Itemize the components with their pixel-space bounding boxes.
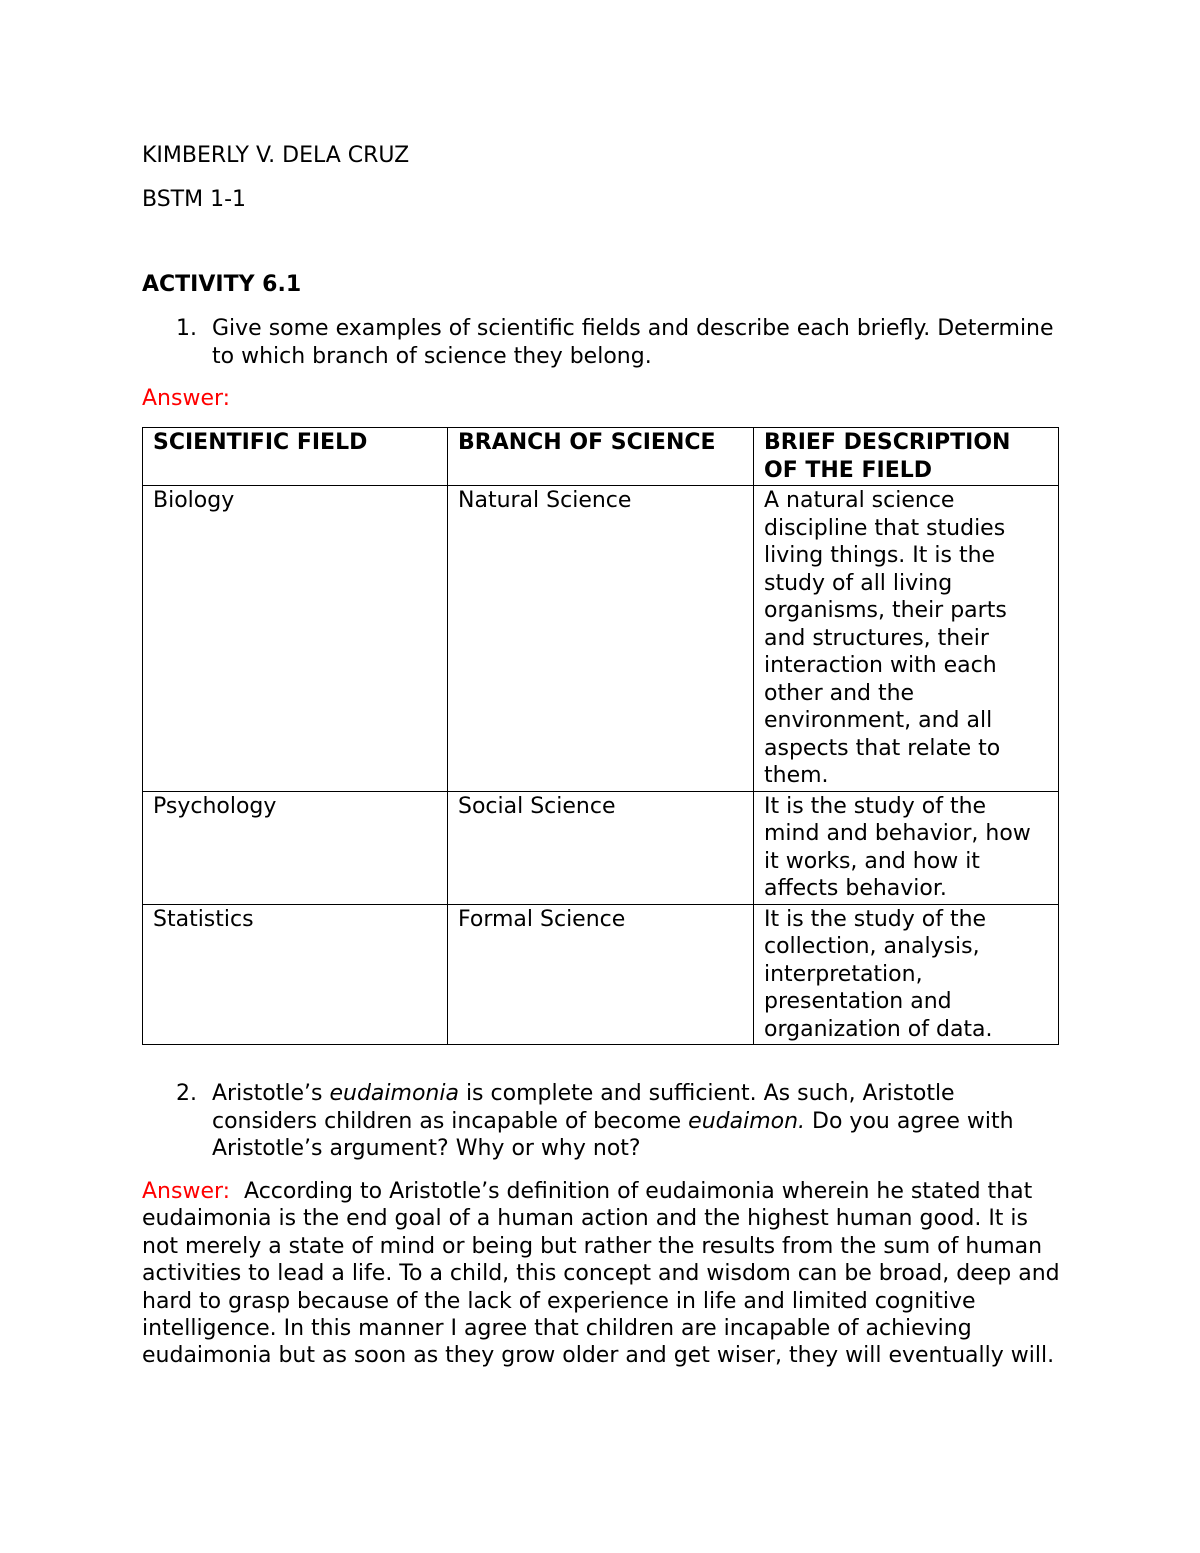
branch-cell: Formal Science <box>448 904 754 1045</box>
science-fields-table <box>142 427 1059 1045</box>
field-cell: Statistics <box>143 904 448 1045</box>
table-row <box>143 486 1059 792</box>
question-2-italic-eudaimonia: eudaimonia <box>329 1081 459 1106</box>
question-1-number: 1. <box>176 316 197 341</box>
description-cell: A natural science discipline that studies living things. It is the study of all living organisms, their parts and structures, their interaction with each other and the environment, and all aspects that relate to them. <box>754 486 1059 792</box>
branch-cell: Social Science <box>448 791 754 904</box>
header-brief-description: BRIEF DESCRIPTION OF THE FIELD <box>754 428 1059 486</box>
question-2-text <box>212 1080 1062 1163</box>
question-2-number: 2. <box>176 1081 197 1106</box>
student-name: KIMBERLY V. DELA CRUZ <box>142 143 410 168</box>
answer-2 <box>142 1178 1067 1370</box>
description-cell: It is the study of the collection, analysis, interpretation, presentation and organization of data. <box>754 904 1059 1045</box>
table-header-row <box>143 428 1059 486</box>
question-2-text-part1: Aristotle’s <box>212 1081 330 1106</box>
question-1-text: Give some examples of scientific fields and describe each briefly. Determine to which branch of science they belong. <box>212 316 1054 369</box>
question-2-italic-eudaimon: eudaimon. <box>688 1108 806 1134</box>
answer-2-label: Answer: <box>142 1179 231 1204</box>
description-cell: It is the study of the mind and behavior, how it works, and how it affects behavior. <box>754 791 1059 904</box>
field-cell: Psychology <box>143 791 448 904</box>
header-branch-of-science: BRANCH OF SCIENCE <box>448 428 754 486</box>
answer-2-text: According to Aristotle’s definition of eudaimonia wherein he stated that eudaimonia is the end goal of a human action and the highest human good. It is not merely a state of mind or being but rather the results from the sum of human activities to lead a life. To a child, this concept and wisdom can be broad, deep and hard to grasp because of the lack of experience in life and limited cognitive intelligence. In this manner I agree that children are incapable of achieving eudaimonia but as soon as they grow older and get wiser, they will eventually will. <box>142 1179 1067 1369</box>
activity-title: ACTIVITY 6.1 <box>142 272 302 297</box>
question-2-text-part2: is complete and sufficient. As such, Aristotle considers children as incapable of become <box>212 1081 955 1134</box>
header-scientific-field: SCIENTIFIC FIELD <box>143 428 448 486</box>
table-row <box>143 791 1059 904</box>
question-1 <box>142 315 1062 370</box>
answer-1-label: Answer: <box>142 386 231 411</box>
question-2-text-part3: Do you agree with Aristotle’s argument? Why or why not? <box>212 1108 1014 1161</box>
branch-cell: Natural Science <box>448 486 754 792</box>
question-2 <box>142 1080 1062 1163</box>
table-row <box>143 904 1059 1045</box>
field-cell: Biology <box>143 486 448 792</box>
student-section: BSTM 1-1 <box>142 187 247 212</box>
